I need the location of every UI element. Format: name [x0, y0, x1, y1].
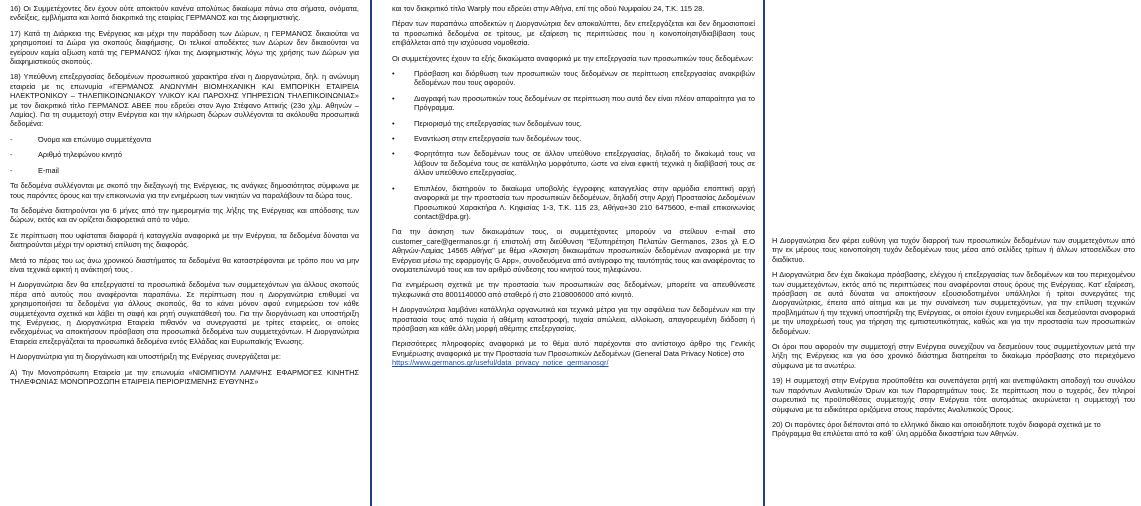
bullet-marker: •	[392, 118, 395, 128]
list-item	[10, 166, 359, 175]
paragraph-19: 19) Η συμμετοχή στην Ενέργεια προϋποθέτει και συνεπάγεται ρητή και ανεπιφύλακτη αποδοχή του συνόλου των παρόντων Αναλυτικών Όρων και των Παραρτημάτων τους. Σε περίπτωση που ο τυχερός, δεν πληροί σωρευτικά τις προϋποθέσεις συμμετοχής στην Ενέργεια τότε αυτομάτως ακυρώνεται η συμμετοχή του σύμφωνα με τα ειδικότερα οριζόμενα στους παρόντες Αναλυτικούς Όρους.	[772, 376, 1135, 414]
list-item	[392, 69, 755, 88]
list-item	[392, 134, 755, 143]
column-separator-left	[370, 0, 372, 506]
paragraph-deletion: Μετά το πέρας του ως άνω χρονικού διαστήματος τα δεδομένα θα καταστρέφονται με τρόπο που να μην είναι τεχνικά εφικτή η ανάκτησή τους .	[10, 255, 359, 274]
paragraph-cooperation: Η Διοργανώτρια για τη διοργάνωση και υποστήριξη της Ενέργειας συνεργάζεται με:	[10, 352, 281, 362]
paragraph-security-measures: Η Διοργανώτρια λαμβάνει κατάλληλα οργανωτικά και τεχνικά μέτρα για την ασφάλεια των δεδομένων και την προστασία τους από τυχαία ή αθέμιτη καταστροφή, τυχαία απώλεια, αλλοίωση, απαγορευμένη διάδοση ή πρόσβαση και κάθε άλλη μορφή αθέμιτης επεξεργασίας.	[392, 305, 755, 333]
column-separator-right	[763, 0, 765, 506]
dash-marker: -	[10, 150, 13, 160]
list-item-text: Φορητότητα των δεδομένων τους σε άλλον υπεύθυνο επεξεργασίας, δηλαδή το δικαίωμά τους να λάβουν τα δεδομένα τους σε κατάλληλο μορφότυπο, ώστε να είναι εφικτή τεχνικά η διαβίβασή τους σε άλλον υπεύθυνο επεξεργασίας.	[414, 149, 755, 178]
paragraph-data-access: Η Διοργανώτρια δεν έχει δικαίωμα πρόσβασης, ελέγχου ή επεξεργασίας των δεδομένων και του περιεχομένου των συμμετεχόντων, εκτός από τις περιπτώσεις που αναφέρονται στους όρους της Ενέργειας. Κατ' εξαίρεση, πρόσβαση σε αυτά δύναται να αποκτήσουν εξουσιοδοτημένοι υπάλληλοι ή τρίτοι συνεργάτες της Διοργανώτριας, έπειτα από αίτημα και με την συναίνεση των συμμετεχόντων, για την επίλυση τεχνικών προβλημάτων ή την τεχνική υποστήριξη της Ενέργειας, οι οποίοι έχουν ενημερωθεί και δεσμεύονται αναφορικά με την υποχρέωσή τους για τήρηση της εμπιστευτικότητας, καθώς και για την προστασία των προσωπικών δεδομένων.	[772, 270, 1135, 336]
paragraph-warply: και τον διακριτικό τίτλο Warply που εδρεύει στην Αθήνα, επί της οδού Νυμφαίου 24, Τ.Κ. 115 28.	[392, 4, 705, 13]
paragraph-terms-binding: Οι όροι που αφορούν την συμμετοχή στην Ενέργεια συνεχίζουν να δεσμεύουν τους συμμετέχοντων μετά την λήξη της Ενέργειας και για όσο χρονικό διάστημα διατηρείται το δικαίωμα πρόσβασης στο περιεχόμενο σύμφωνα με τα ανωτέρω.	[772, 342, 1135, 370]
paragraph-dispute: Σε περίπτωση που υφίσταται διαφορά ή καταγγελία αναφορικά με την Ενέργεια, τα δεδομένα δύναται να διατηρούνται μέχρι την οριστική επίλυση της διαφοράς.	[10, 230, 359, 250]
left-column	[4, 0, 365, 506]
list-item	[392, 94, 755, 113]
bullet-marker: •	[392, 134, 395, 144]
list-item	[392, 119, 755, 128]
paragraph-collection-purpose: Τα δεδομένα συλλέγονται με σκοπό την διεξαγωγή της Ενέργειας, τις ανάγκες δημοσιότητας σύμφωνα με τους παρόντες όρους και την επικοινωνία για την ενημέρωση των νικητών να παραλάβουν τα δώρα τους.	[10, 181, 359, 200]
list-item-text: Διαγραφή των προσωπικών τους δεδομένων σε περίπτωση που αυτά δεν είναι πλέον απαραίτητα για το Πρόγραμμα.	[414, 93, 755, 113]
paragraph-partner-a: Α) Την Μονοπρόσωπη Εταιρεία με την επωνυμία «ΝΙΟΜΠΙΟΥΜ ΛΑΜΨΗΣ ΕΦΑΡΜΟΓΕΣ ΚΙΝΗΤΗΣ ΤΗΛΕΦΩΝΙΑΣ ΜΟΝΟΠΡΟΣΩΠΗ ΕΤΑΙΡΕΙΑ ΠΕΡΙΟΡΙΣΜΕΝΗΣ ΕΥΘΥΝΗΣ»	[10, 367, 359, 386]
bullet-marker: •	[392, 183, 395, 193]
bullet-marker: •	[392, 69, 395, 79]
bullet-marker: •	[392, 149, 395, 159]
personal-data-list	[10, 135, 359, 175]
list-item-text: Επιπλέον, διατηρούν το δικαίωμα υποβολής έγγραφης καταγγελίας στην αρμόδια εποπτική αρχή αναφορικά με την προστασία των προσωπικών δεδομένων, δηλαδή στην Αρχή Προστασίας Δεδομένων Προσωπικού Χαρακτήρα Λ. Κηφισίας 1-3, Τ.Κ. 115 23, Αθήνα+30 210 6475600, e-mail επικοινωνίας contact@dpa.gr).	[414, 183, 755, 221]
paragraph-more-info	[392, 339, 755, 367]
list-item-text: Αριθμό τηλεφώνου κινητό	[38, 150, 122, 160]
list-item	[392, 184, 755, 222]
paragraph-17: 17) Κατά τη Διάρκεια της Ενέργειας και μέχρι την παράδοση των Δώρων, η ΓΕΡΜΑΝΟΣ δικαιούται να χρησιμοποιεί τα Δώρα για σκοπούς διαφήμισης. Οι τελικοί αποδέκτες των Δώρων δεν δικαιούνται να εγείρουν καμία αξίωση κατά της ΓΕΡΜΑΝΟΣ ή/και της Διαφημιστικής λόγω της χρήσης των Δώρων για διαφημιστικούς σκοπούς.	[10, 28, 359, 67]
list-item	[10, 150, 359, 159]
middle-column	[386, 0, 761, 506]
paragraph-exercise-rights: Για την άσκηση των δικαιωμάτων τους, οι συμμετέχοντες μπορούν να στείλουν e-mail στο customer_care@germanos.gr ή επιστολή στη διεύθυνση "Εξυπηρέτηση Πελατών Germanos, 23οs χλ Ε.Ο Αθηνών-Λαμίας 14565 Αθήνα" με θέμα «Άσκηση δικαιωμάτων προσωπικών δεδομένων αναφορικά με την Ενέργεια μέσω της εφαρμογής G App», συνοδευόμενα από αντίγραφο της ταυτότητάς τους και αναφέροντας το ονοματεπώνυμό τους και τον αριθμό σύνδεσης του κινητού τους τηλεφώνου.	[392, 227, 755, 274]
list-item	[392, 149, 755, 177]
paragraph-18: 18) Υπεύθυνη επεξεργασίας δεδομένων προσωπικού χαρακτήρα είναι η Διοργανώτρια, δηλ. η ανώνυμη εταιρεία με τις επωνυμία «ΓΕΡΜΑΝΟΣ ΑΝΩΝΥΜΗ ΒΙΟΜΗΧΑΝΙΚΗ ΚΑΙ ΕΜΠΟΡΙΚΗ ΕΤΑΙΡΕΙΑ ΗΛΕΚΤΡΟΝΙΚΟΥ – ΤΗΛΕΠΙΚΟΙΝΩΝΙΑΚΟΥ ΥΛΙΚΟΥ ΚΑΙ ΠΑΡΟΧΗΣ ΥΠΗΡΕΣΙΩΝ ΤΗΛΕΠΙΚΟΙΝΩΝΙΑΣ» με τον διακριτικό τίτλο ΓΕΡΜΑΝΟΣ ΑΒΕΕ που εδρεύει στον Άγιο Στέφανο Αττικής (23ο χλμ. Αθηνών – Λαμίας). Για τη συμμετοχή στην Ενέργεια και την κλήρωση δώρων συλλέγονται τα ακόλουθα προσωπικά δεδομένα:	[10, 72, 359, 129]
rights-list	[392, 69, 755, 221]
list-item-text: E-mail	[38, 165, 59, 175]
paragraph-16: 16) Οι Συμμετέχοντες δεν έχουν ούτε αποκτούν κανένα απολύτως δικαίωμα πάνω στα σήματα, ονόματα, ενδείξεις, εμβλήματα και λοιπά διακριτικά της εταιρίας ΓΕΡΜΑΝΟΣ και της Διαφημιστικής.	[10, 4, 359, 23]
dash-marker: -	[10, 134, 13, 144]
paragraph-contact-phone: Για ενημέρωση σχετικά με την προστασία των προσωπικών σας δεδομένων, μπορείτε να απευθύνεστε τηλεφωνικά στο 8001140000 από σταθερό ή στο 2108006000 από κινητό.	[392, 280, 755, 299]
paragraph-recipients: Πέραν των παραπάνω αποδεκτών η Διοργανώτρια δεν αποκαλύπτει, δεν επεξεργάζεται και δεν δημοσιοποιεί τα προσωπικά δεδομένα σε τρίτους, με εξαίρεση τις περιπτώσεις που η κοινοποίηση/διαβίβαση τους επιβάλλεται από την ισχύουσα νομοθεσία.	[392, 19, 755, 48]
privacy-notice-link[interactable]: https://www.germanos.gr/useful/data_privacy_notice_germanosgr/	[392, 358, 609, 368]
bullet-marker: •	[392, 93, 395, 103]
more-info-text: Περισσότερες πληροφορίες αναφορικά με το θέμα αυτό παρέχονται στο αντίστοιχο άρθρο της Γενικής Ενημέρωσης αναφορικά με την Προστασία των Προσωπικών Δεδομένων (General Data Privacy Notice) στο	[392, 339, 755, 358]
paragraph-rights-intro: Οι συμμετέχοντες έχουν τα εξής δικαιώματα αναφορικά με την επεξεργασία των προσωπικών τους δεδομένων:	[392, 53, 754, 63]
list-item-text: Πρόσβαση και διόρθωση των προσωπικών τους δεδομένων σε περίπτωση επεξεργασίας ανακριβών δεδομένων που τους αφορούν.	[414, 69, 755, 88]
paragraph-20: 20) Οι παρόντες όροι διέπονται από το ελληνικό δίκαιο και οποιαδήποτε τυχόν διαφορά σχετικά με το Πρόγραμμα θα επιλύεται από τα καθ΄ ύλη αρμόδια δικαστήρια των Αθηνών.	[772, 419, 1101, 439]
list-item	[10, 135, 359, 144]
paragraph-processing: Η Διοργανώτρια δεν θα επεξεργαστεί τα προσωπικά δεδομένα των συμμετεχόντων για άλλους σκοπούς πέρα από αυτούς που αναφέρονται παραπάνω. Σε περίπτωση που η Διοργανώτρια επιθυμεί να χρησιμοποιήσει τα δεδομένα για άλλους σκοπούς, θα το κάνει μόνον αφού ενημερώσει τον κάθε συμμετέχοντα σχετικά και λάβει τη σαφή και ρητή συγκατάθεσή του. Για την διοργάνωση και υποστήριξη της Ενέργειας, η Διοργανώτρια Εταιρεία πιθανόν να συνεργαστεί με τρίτες εταιρείες, οι οποίες ενδεχομένως να αποκτήσουν πρόσβαση στα προσωπικά δεδομένα των συμμετεχόντων. Η Διοργανώτρια Εταιρεία επεξεργάζεται τα προσωπικά δεδομένα εντός Ελλάδας και Ευρωπαϊκής Ένωσης.	[10, 280, 359, 346]
paragraph-retention: Τα δεδομένα διατηρούνται για 6 μήνες από την ημερομηνία της λήξης της Ενέργειας και απόδοσης των δώρων, εκτός και αν ορίζεται διαφορετικά από το νόμο.	[10, 205, 359, 225]
right-column	[768, 0, 1139, 506]
paragraph-data-leak: Η Διοργανώτρια δεν φέρει ευθύνη για τυχόν διαρροή των προσωπικών δεδομένων των συμμετεχόντων από την εκ μέρους τους κοινοποίηση τυχόν δεδομένων τους μέσα από σελίδες τρίτων ή άλλων ιστοσελίδων στο διαδίκτυο.	[772, 236, 1135, 264]
list-item-text: Περιορισμό της επεξεργασίας των δεδομένων τους.	[414, 118, 582, 128]
dash-marker: -	[10, 165, 13, 175]
list-item-text: Όνομα και επώνυμο συμμετέχοντα	[38, 134, 152, 144]
list-item-text: Εναντίωση στην επεξεργασία των δεδομένων τους.	[414, 134, 582, 144]
